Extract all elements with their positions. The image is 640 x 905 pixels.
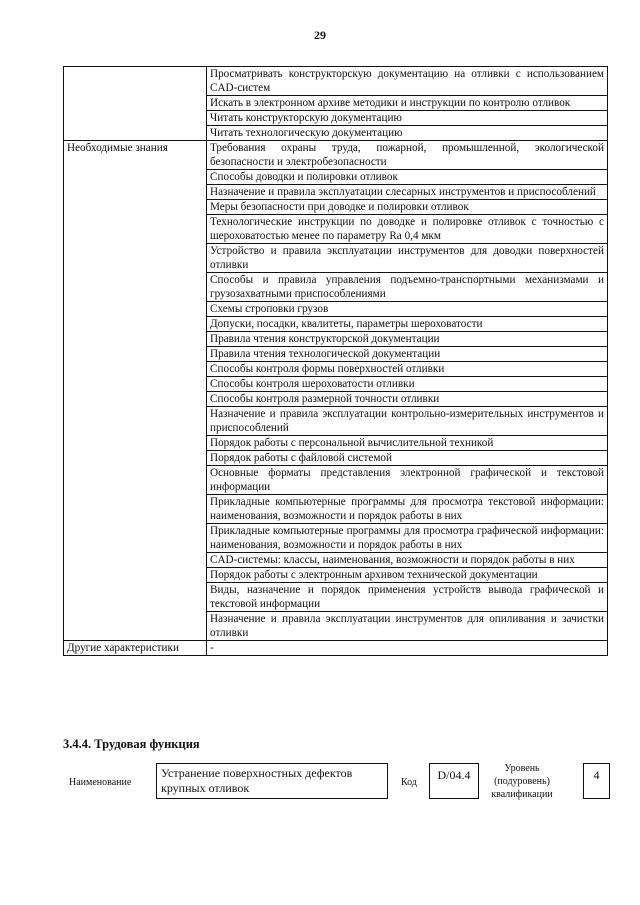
page-number: 29	[314, 28, 326, 42]
row-value: Просматривать конструкторскую документацию на отливки с использованием CAD-систем	[207, 67, 608, 96]
table-row	[64, 67, 608, 96]
row-value: Способы контроля формы поверхностей отливки	[207, 362, 608, 377]
table-row	[64, 141, 608, 170]
row-value: -	[207, 641, 608, 656]
code-label: Код	[401, 777, 417, 788]
row-value: Искать в электронном архиве методики и инструкции по контролю отливок	[207, 96, 608, 111]
table-row	[64, 641, 608, 656]
row-value: Требования охраны труда, пожарной, промышленной, экологической безопасности и электробезопасности	[207, 141, 608, 170]
row-value: Прикладные компьютерные программы для просмотра текстовой информации: наименования, возможности и порядок работы в них	[207, 495, 608, 524]
row-value: Назначение и правила эксплуатации инструментов для опиливания и зачистки отливки	[207, 612, 608, 641]
row-value: Назначение и правила эксплуатации контрольно-измерительных инструментов и приспособлений	[207, 407, 608, 436]
row-value: Допуски, посадки, квалитеты, параметры шероховатости	[207, 317, 608, 332]
row-value: CAD-системы: классы, наименования, возможности и порядок работы в них	[207, 553, 608, 568]
row-group-label	[64, 67, 207, 141]
row-value: Назначение и правила эксплуатации слесарных инструментов и приспособлений	[207, 185, 608, 200]
row-value: Способы доводки и полировки отливок	[207, 170, 608, 185]
row-value: Читать технологическую документацию	[207, 126, 608, 141]
row-value: Способы контроля размерной точности отливки	[207, 392, 608, 407]
row-value: Способы контроля шероховатости отливки	[207, 377, 608, 392]
row-value: Меры безопасности при доводке и полировки отливок	[207, 200, 608, 215]
section-heading: 3.4.4. Трудовая функция	[63, 737, 200, 751]
level-value-box: 4	[583, 763, 610, 799]
row-value: Порядок работы с файловой системой	[207, 451, 608, 466]
row-value: Правила чтения конструкторской документации	[207, 332, 608, 347]
level-label: Уровень (подуровень) квалификации	[491, 763, 553, 800]
row-value: Порядок работы с персональной вычислительной техникой	[207, 436, 608, 451]
code-value-box: D/04.4	[429, 763, 479, 799]
requirements-table	[63, 66, 608, 656]
row-value: Читать конструкторскую документацию	[207, 111, 608, 126]
row-value: Правила чтения технологической документации	[207, 347, 608, 362]
row-value: Технологические инструкции по доводке и полировке отливок с точностью с шероховатостью менее по параметру Ra 0,4 мкм	[207, 215, 608, 244]
row-group-label: Другие характеристики	[64, 641, 207, 656]
row-group-label: Необходимые знания	[64, 141, 207, 641]
name-label: Наименование	[69, 777, 132, 788]
row-value: Прикладные компьютерные программы для просмотра графической информации: наименования, возможности и порядок работы в них	[207, 524, 608, 553]
row-value: Порядок работы с электронным архивом технической документации	[207, 568, 608, 583]
row-value: Основные форматы представления электронной графической и текстовой информации	[207, 466, 608, 495]
row-value: Схемы строповки грузов	[207, 302, 608, 317]
function-info-row	[63, 763, 608, 803]
row-value: Виды, назначение и порядок применения устройств вывода графической и текстовой информации	[207, 583, 608, 612]
name-value-box: Устранение поверхностных дефектов крупных отливок	[156, 763, 388, 799]
row-value: Устройство и правила эксплуатации инструментов для доводки поверхностей отливки	[207, 244, 608, 273]
row-value: Способы и правила управления подъемно-транспортными механизмами и грузозахватными приспособлениями	[207, 273, 608, 302]
